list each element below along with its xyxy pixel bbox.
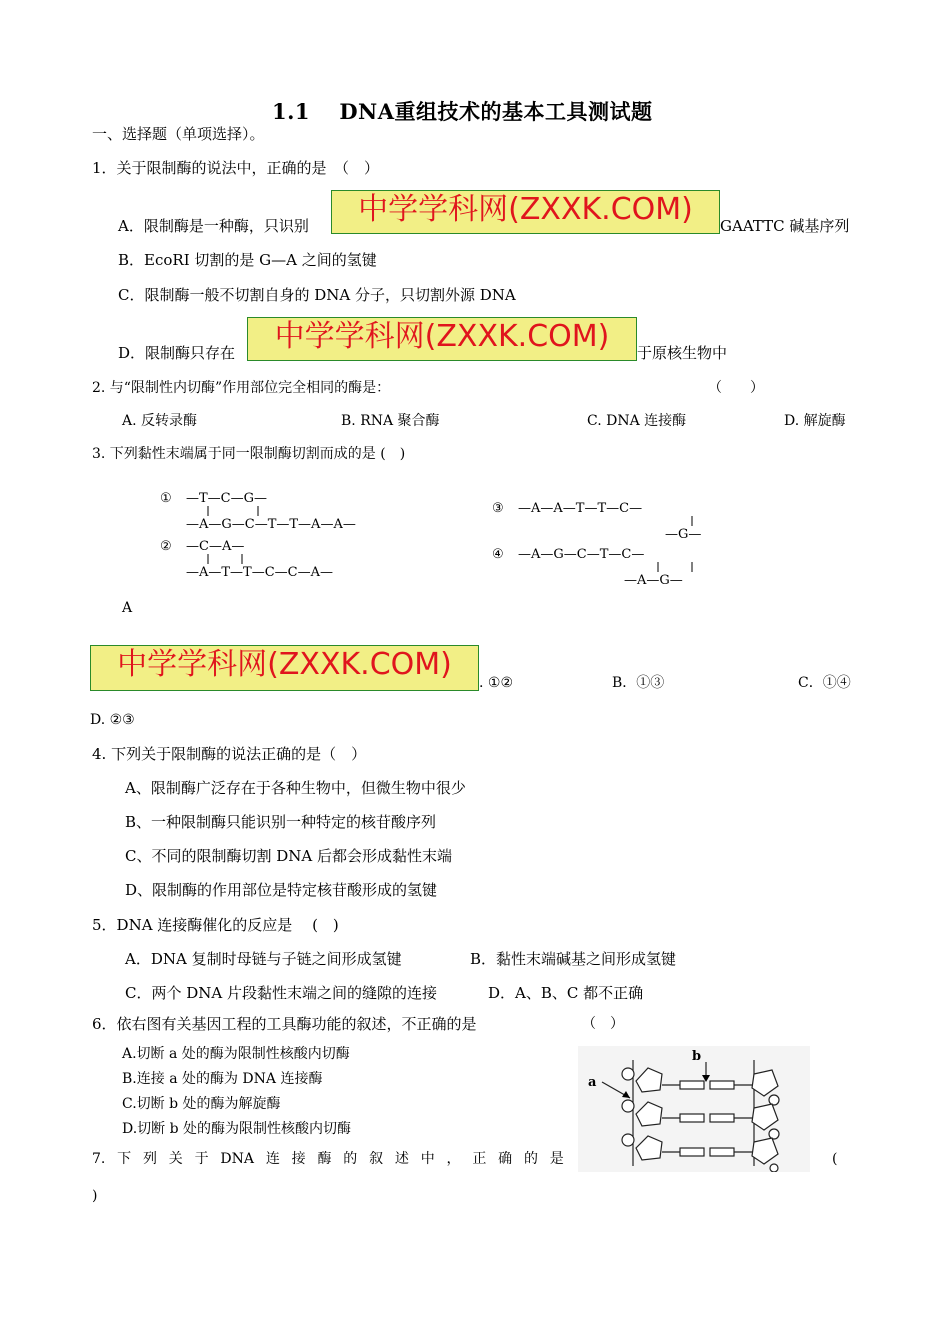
q7-char: 接 — [291, 1151, 306, 1167]
question-5-option-c: C．两个 DNA 片段黏性末端之间的缝隙的连接 — [125, 984, 437, 1002]
question-3-option-c: C．①④ — [798, 675, 851, 691]
question-4-option-a: A、限制酶广泛存在于各种生物中，但微生物中很少 — [125, 779, 466, 797]
strand-1-top: —T—C—G— — [186, 491, 268, 506]
q7-char: 下 — [117, 1151, 132, 1167]
label-b: b — [692, 1049, 702, 1064]
question-6-option-d: D.切断 b 处的酶为限制性核酸内切酶 — [122, 1121, 352, 1137]
question-5-option-b: B．黏性末端碱基之间形成氢键 — [470, 950, 677, 968]
q7-char: 连 — [265, 1151, 280, 1167]
question-3-option-b: B．①③ — [612, 675, 665, 691]
question-6-option-c: C.切断 b 处的酶为解旋酶 — [122, 1096, 281, 1112]
q7-char: DNA — [220, 1151, 255, 1167]
question-6-stem: 6．依右图有关基因工程的工具酶功能的叙述，不正确的是 — [92, 1015, 477, 1033]
strand-3-bottom: —G— — [665, 527, 702, 542]
question-7-open-paren: ( — [832, 1151, 838, 1167]
question-3-option-d: D. ②③ — [90, 712, 135, 728]
question-2-option-c: C. DNA 连接酶 — [587, 413, 687, 429]
q7-char: ， — [446, 1151, 461, 1167]
question-4-option-d: D、限制酶的作用部位是特定核苷酸形成的氢键 — [125, 881, 438, 899]
question-4-stem: 4. 下列关于限制酶的说法正确的是（ ） — [92, 745, 367, 763]
question-1-option-a-right: GAATTC 碱基序列 — [720, 217, 850, 235]
q7-char: 述 — [394, 1151, 409, 1167]
q7-char: 7. — [92, 1151, 106, 1167]
question-6-paren: （ ） — [582, 1016, 624, 1032]
watermark-banner: 中学学科网(ZXXK.COM) — [90, 645, 479, 691]
question-2-option-d: D. 解旋酶 — [784, 413, 846, 429]
question-7-close-paren: ) — [92, 1188, 98, 1204]
question-1-option-d-right: 于原核生物中 — [637, 344, 728, 362]
question-5-option-d: D．A、B、C 都不正确 — [488, 984, 644, 1002]
q7-char: 确 — [498, 1151, 513, 1167]
question-5-stem: 5．DNA 连接酶催化的反应是 ( ) — [92, 916, 339, 934]
strand-4-top: —A—G—C—T—C— — [518, 547, 645, 562]
question-2-paren: （ ） — [708, 380, 764, 396]
strand-3-top: —A—A—T—T—C— — [518, 501, 643, 516]
question-2-option-a: A. 反转录酶 — [122, 413, 198, 429]
watermark-banner: 中学学科网(ZXXK.COM) — [331, 190, 720, 234]
strand-2-bottom: —A—T—T—C—C—A— — [186, 565, 334, 580]
watermark-banner: 中学学科网(ZXXK.COM) — [247, 317, 637, 361]
strand-4-label: ④ — [492, 547, 504, 562]
question-6-option-b: B.连接 a 处的酶为 DNA 连接酶 — [122, 1071, 323, 1087]
q7-char: 中 — [420, 1151, 435, 1167]
question-1-option-a-left: A．限制酶是一种酶，只识别 — [118, 217, 309, 235]
strand-2-label: ② — [160, 539, 172, 554]
question-1-option-c: C．限制酶一般不切割自身的 DNA 分子，只切割外源 DNA — [118, 286, 516, 304]
question-6-option-a: A.切断 a 处的酶为限制性核酸内切酶 — [122, 1046, 350, 1062]
label-a: a — [588, 1075, 597, 1090]
q7-char: 是 — [549, 1151, 564, 1167]
strand-1-label: ① — [160, 491, 172, 506]
question-3-stem: 3. 下列黏性末端属于同一限制酶切割而成的是 ( ) — [92, 446, 406, 462]
strand-4-bottom: —A—G— — [624, 573, 683, 588]
q7-char: 的 — [343, 1151, 358, 1167]
strand-2-top: —C—A— — [186, 539, 245, 554]
q7-char: 的 — [523, 1151, 538, 1167]
q7-char: 于 — [194, 1151, 209, 1167]
q7-char: 关 — [168, 1151, 183, 1167]
question-2-option-b: B. RNA 聚合酶 — [341, 413, 440, 429]
question-7-stem — [92, 1150, 564, 1169]
question-3-answer-a-label: A — [122, 600, 133, 616]
question-4-option-c: C、不同的限制酶切割 DNA 后都会形成黏性末端 — [125, 847, 452, 865]
strand-1-bottom: —A—G—C—T—T—A—A— — [186, 517, 356, 532]
question-3-option-a: . ①② — [479, 675, 514, 691]
question-5-option-a: A．DNA 复制时母链与子链之间形成氢键 — [125, 950, 402, 968]
sticky-end-diagram — [150, 480, 750, 590]
q7-char: 正 — [472, 1151, 487, 1167]
question-4-option-b: B、一种限制酶只能识别一种特定的核苷酸序列 — [125, 813, 437, 831]
question-2-stem: 2. 与“限制性内切酶”作用部位完全相同的酶是： — [92, 380, 391, 396]
question-1-option-b: B．EcoRI 切割的是 G—A 之间的氢键 — [118, 251, 377, 269]
q7-char: 叙 — [369, 1151, 384, 1167]
page-title: 1.1 DNA重组技术的基本工具测试题 — [272, 99, 653, 124]
q7-char: 列 — [142, 1151, 157, 1167]
question-1-stem: 1．关于限制酶的说法中，正确的是 （ ） — [92, 159, 380, 177]
strand-3-label: ③ — [492, 501, 504, 516]
question-1-option-d-left: D．限制酶只存在 — [118, 344, 236, 362]
section-heading: 一、选择题（单项选择）。 — [92, 125, 265, 143]
q7-char: 酶 — [317, 1151, 332, 1167]
dna-enzyme-figure — [578, 1046, 810, 1172]
